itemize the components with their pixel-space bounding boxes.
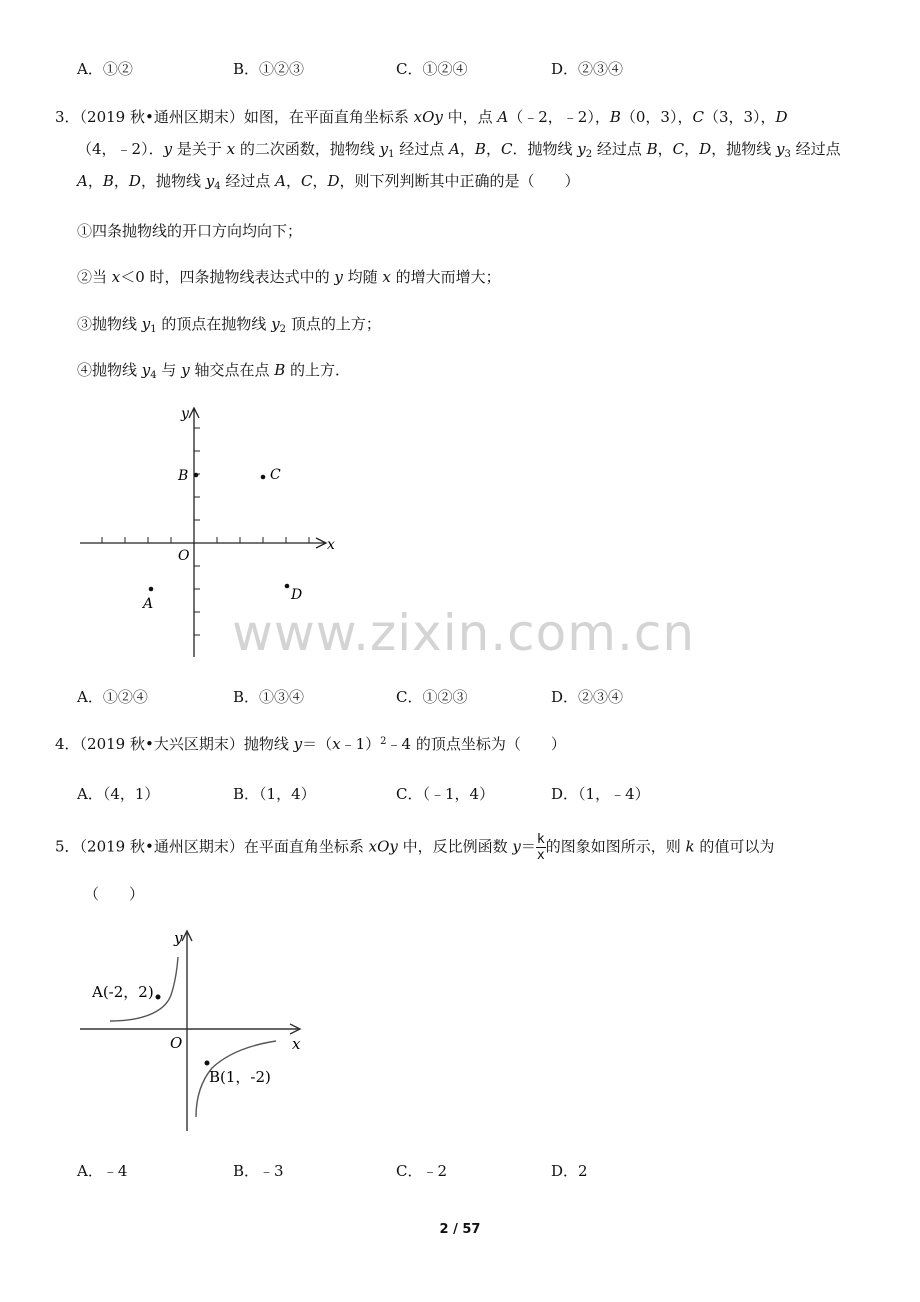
q4-stem: 4．（2019 秋•大兴区期末）抛物线 y＝（x﹣1）$^2$﹣4 的顶点坐标为（ ） [55, 735, 566, 753]
page-number: 2 / 57 [439, 1222, 481, 1237]
x-axis-label: x [327, 537, 335, 553]
q3-statement-4: ④抛物线 $y_4$ 与 y 轴交点在点 B 的上方． [77, 361, 351, 381]
q5-number: 5． [55, 837, 80, 856]
q3-option-d: D．②③④ [551, 688, 624, 706]
q3-option-b: B．①③④ [233, 688, 305, 706]
point-b [194, 473, 199, 478]
q2-option-b: B．①②③ [233, 60, 305, 78]
point-b [205, 1061, 210, 1066]
q5-option-c: C．﹣2 [396, 1162, 448, 1180]
q3-statement-2: ②当 x＜0 时，四条抛物线表达式中的 y 均随 x 的增大而增大； [77, 268, 501, 286]
q3-statement-3: ③抛物线 $y_1$ 的顶点在抛物线 $y_2$ 顶点的上方； [77, 315, 381, 335]
q4-option-d: D．（1，﹣4） [551, 785, 650, 803]
q5-blank: （ ） [84, 885, 145, 903]
q4-option-a: A．（4，1） [77, 785, 160, 803]
q5-option-a: A．﹣4 [77, 1162, 128, 1180]
y-axis-label: y [181, 406, 189, 422]
q5-hyperbola-figure [78, 925, 310, 1137]
q3-line-3: A，B，D，抛物线 $y_4$ 经过点 A，C，D，则下列判断其中正确的是（ ） [77, 172, 580, 192]
point-d [285, 584, 290, 589]
q2-option-a: A．①② [77, 60, 133, 78]
q3-source: （2019 秋•通州区期末） [79, 108, 244, 126]
label-c: C [270, 467, 281, 483]
origin-label: O [178, 548, 190, 564]
q3-line-2: （4，﹣2）．y 是关于 x 的二次函数，抛物线 $y_1$ 经过点 A，B，C．抛物线 $y_2$ 经过点 B，C，D，抛物线 $y_3$ 经过点 [77, 140, 841, 160]
fraction-k-over-x: $\frac{k}{x}$ [536, 832, 545, 863]
point-c [261, 475, 266, 480]
x-axis-label: x [292, 1035, 301, 1053]
q3-option-a: A．①②④ [77, 688, 148, 706]
y-axis-label: y [174, 929, 183, 947]
watermark: www.zixin.com.cn [232, 604, 696, 662]
point-a [149, 587, 154, 592]
q3-statement-1: ①四条抛物线的开口方向均向下； [77, 222, 303, 240]
point-a [156, 995, 161, 1000]
q4-number: 4． [55, 735, 80, 753]
q4-option-b: B．（1，4） [233, 785, 316, 803]
q5-source: （2019 秋•通州区期末） [79, 837, 244, 856]
label-a-coordinates: A(-2，2) [92, 983, 154, 1001]
q3-line-1: 3．（2019 秋•通州区期末）如图，在平面直角坐标系 xOy 中，点 A（﹣2，﹣2），B（0，3），C（3，3），D [55, 108, 788, 126]
q3-number: 3． [55, 108, 80, 126]
q4-option-c: C．（﹣1，4） [396, 785, 495, 803]
q2-option-c: C．①②④ [396, 60, 468, 78]
label-b: B [178, 468, 189, 484]
q2-option-d: D．②③④ [551, 60, 624, 78]
origin-label: O [170, 1034, 183, 1052]
q5-option-b: B．﹣3 [233, 1162, 284, 1180]
label-b-coordinates: B(1，-2) [209, 1068, 271, 1086]
label-d: D [291, 587, 303, 603]
q4-source: （2019 秋•大兴区期末） [79, 735, 244, 753]
q3-option-c: C．①②③ [396, 688, 468, 706]
q5-option-d: D．2 [551, 1162, 588, 1180]
q5-stem: 5．（2019 秋•通州区期末）在平面直角坐标系 xOy 中，反比例函数 y＝ $\frac{k}{x}$ 的图象如图所示，则 k 的值可以为 [55, 832, 775, 863]
label-a: A [143, 596, 154, 612]
